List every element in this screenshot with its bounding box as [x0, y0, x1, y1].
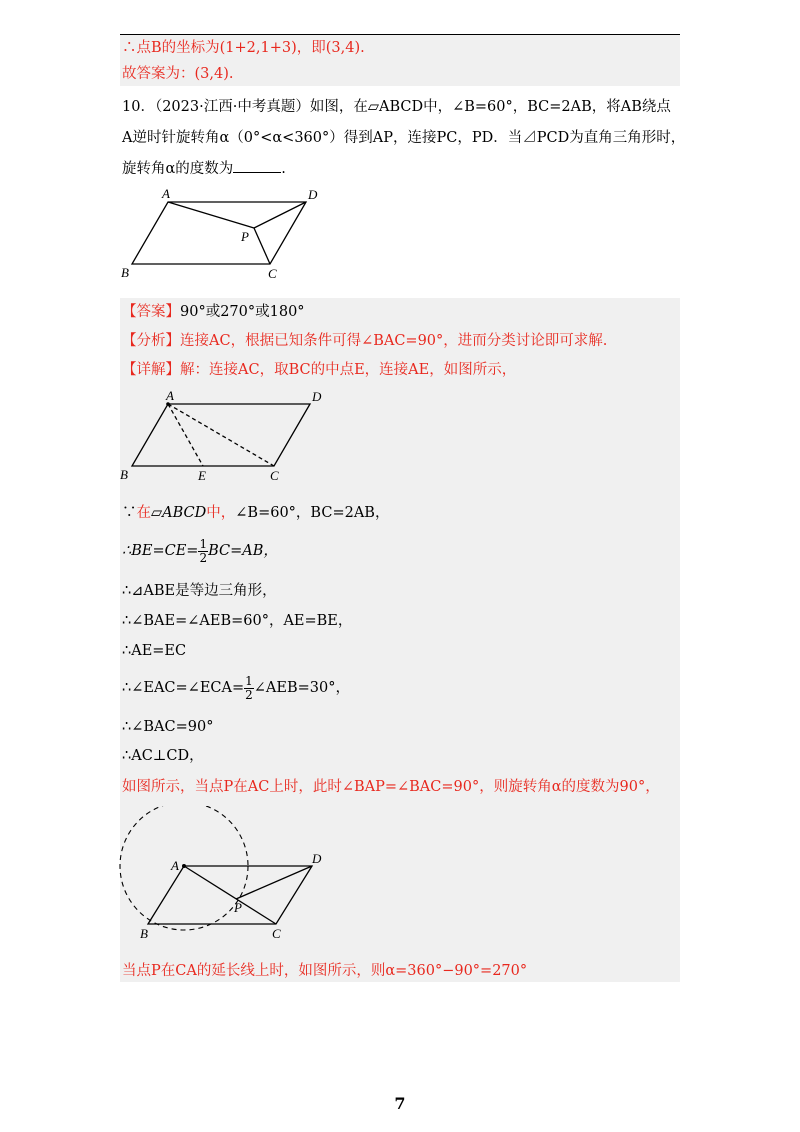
step-1-because: ∵ [122, 505, 137, 521]
step-8: ∴AC⊥CD， [122, 748, 204, 764]
fig3-label-c: C [272, 926, 281, 941]
answer-tag: 【答案】 [122, 304, 180, 320]
step-7: ∴∠BAC=90° [122, 719, 214, 735]
fig1-label-c: C [268, 266, 277, 281]
step-1-shape: ▱ABCD [151, 505, 207, 521]
figure-1-diagram [110, 182, 340, 282]
fig3-point-a [182, 864, 186, 868]
step-5: ∴AE=EC [122, 643, 187, 659]
fig2-label-c: C [270, 468, 279, 483]
fig3-label-b: B [140, 926, 148, 941]
analysis-tag: 【分析】 [122, 333, 180, 349]
step-4: ∴∠BAE=∠AEB=60°，AE=BE， [122, 613, 353, 629]
detail-tag: 【详解】 [122, 362, 180, 378]
figure-2-diagram [110, 384, 340, 484]
step-2-num: 1 [199, 536, 208, 551]
fig3-label-a: A [171, 858, 179, 873]
question-line-3-end: . [281, 161, 286, 177]
fig1-label-b: B [121, 265, 129, 280]
fig2-label-d: D [312, 389, 322, 404]
header-line-2: 故答案为：(3,4). [122, 66, 234, 82]
fig1-line-ap [168, 202, 254, 228]
fig3-label-d: D [312, 851, 322, 866]
step-1-zhong: 中， [206, 505, 236, 521]
fig2-label-b: B [120, 467, 128, 482]
fig1-label-a: A [162, 186, 170, 201]
step-2-b: BC=AB， [208, 543, 278, 559]
question-line-1: 10．（2023·江西·中考真题）如图，在▱ABCD中，∠B=60°，BC=2AB，将AB绕点 [122, 99, 671, 115]
step-1-zai: 在 [136, 505, 151, 521]
step-6-den: 2 [245, 687, 253, 702]
fig3-label-p: P [234, 900, 242, 915]
step-2-a: ∴BE=CE= [122, 543, 199, 559]
step-2 [122, 536, 278, 566]
fig2-line-ae [168, 404, 203, 466]
figure-3-diagram [112, 806, 342, 946]
step-9: 如图所示，当点P在AC上时，此时∠BAP=∠BAC=90°，则旋转角α的度数为90°， [122, 779, 660, 795]
question-line-3 [122, 158, 286, 179]
detail-line [122, 360, 516, 380]
step-6-b: ∠AEB=30°， [253, 680, 350, 696]
step-2-fraction [198, 538, 208, 565]
page-number: 7 [394, 1094, 406, 1113]
final-line: 当点P在CA的延长线上时，如图所示，则α=360°−90°=270° [122, 963, 528, 979]
step-2-den: 2 [199, 550, 208, 565]
analysis-line [122, 331, 607, 351]
step-6-num: 1 [245, 673, 253, 688]
fig3-line-ac [184, 866, 276, 924]
answer-line [122, 302, 305, 322]
top-rule [120, 34, 680, 35]
step-6-a: ∴∠EAC=∠ECA= [122, 680, 245, 696]
fig1-label-d: D [308, 187, 318, 202]
step-6 [122, 673, 350, 703]
fig1-parallelogram [132, 202, 306, 264]
fig3-line-pd [236, 866, 312, 899]
question-line-2: A逆时针旋转角α（0°<α<360°）得到AP，连接PC，PD．当⊿PCD为直角三角形时， [122, 130, 686, 146]
header-line-1: ∴点B的坐标为(1+2,1+3)，即(3,4). [122, 40, 365, 56]
fig2-line-ac [168, 404, 274, 466]
fig2-parallelogram [132, 404, 310, 466]
fig1-line-pc [254, 228, 270, 264]
fig2-label-a: A [166, 388, 174, 403]
detail-text: 解：连接AC，取BC的中点E，连接AE，如图所示， [180, 362, 517, 378]
analysis-text: 连接AC，根据已知条件可得∠BAC=90°，进而分类讨论即可求解. [180, 333, 608, 349]
step-1 [122, 503, 389, 523]
step-1-cond: ∠B=60°，BC=2AB， [235, 505, 390, 521]
fig2-label-e: E [198, 468, 206, 483]
question-line-3-text: 旋转角α的度数为 [122, 161, 234, 177]
step-6-fraction [244, 675, 254, 702]
step-3: ∴⊿ABE是等边三角形， [122, 583, 277, 599]
answer-text: 90°或270°或180° [180, 304, 305, 320]
answer-blank [233, 158, 281, 173]
fig1-label-p: P [241, 229, 249, 244]
